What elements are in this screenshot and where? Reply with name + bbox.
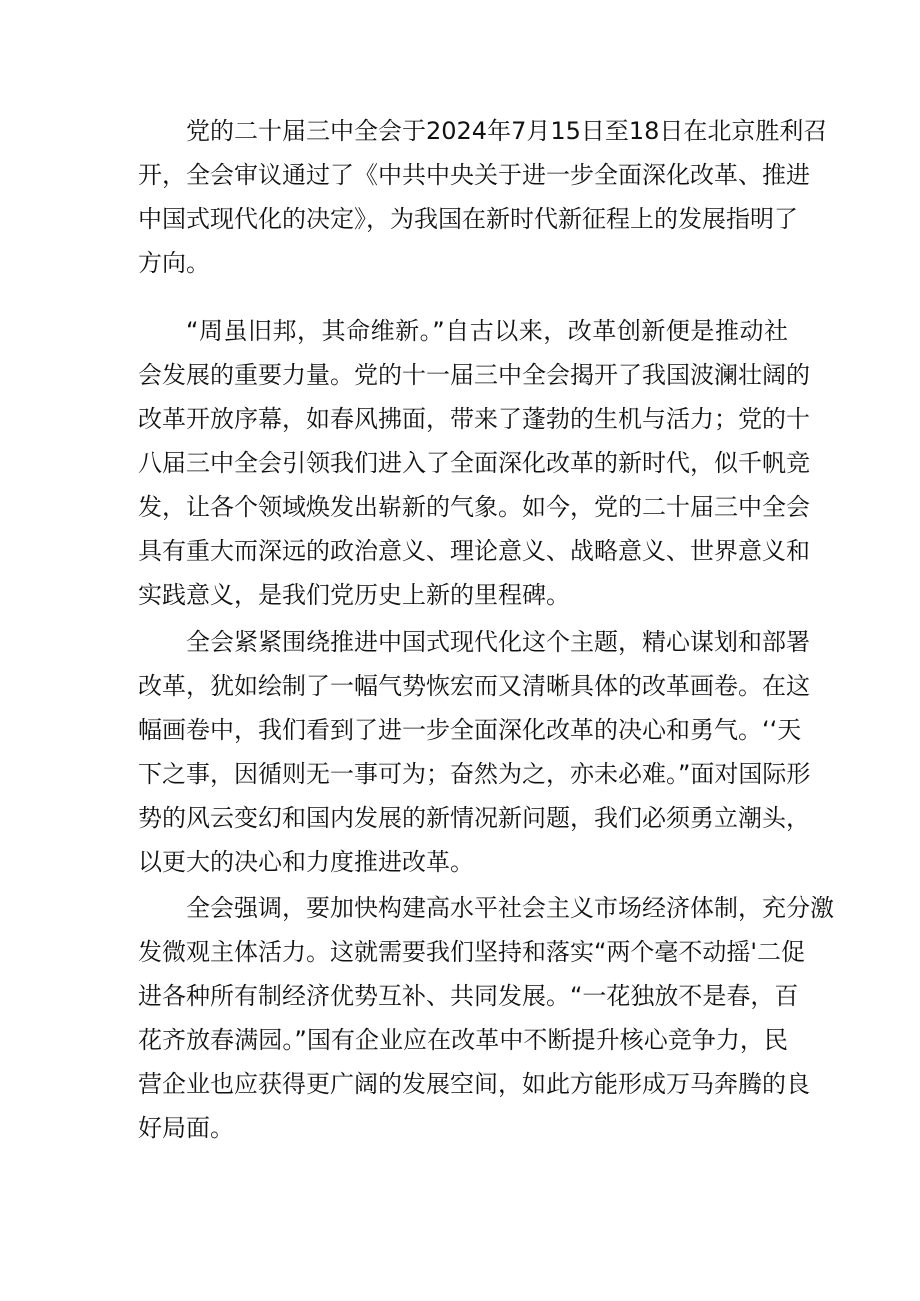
paragraph-line: 党的二十届三中全会于2024年7月15日至18日在北京胜利召 <box>186 117 828 145</box>
paragraph-line: 中国式现代化的决定》，为我国在新时代新征程上的发展指明了 <box>138 205 798 233</box>
paragraph-line: 营企业也应获得更广阔的发展空间，如此方能形成万马奔腾的良 <box>138 1070 810 1098</box>
paragraph-line: “周虽旧邦，其命维新。”自古以来，改革创新便是推动社 <box>186 317 788 345</box>
paragraph-line: 势的风云变幻和国内发展的新情况新问题，我们必须勇立潮头， <box>138 804 810 832</box>
paragraph-line: 全会强调，要加快构建高水平社会主义市场经济体制，充分激 <box>186 894 834 922</box>
paragraph-line: 以更大的决心和力度推进改革。 <box>138 848 474 876</box>
paragraph-line: 全会紧紧围绕推进中国式现代化这个主题，精心谋划和部署 <box>186 628 810 656</box>
paragraph-line: 方向。 <box>138 249 210 277</box>
paragraph-line: 开，全会审议通过了《中共中央关于进一步全面深化改革、推进 <box>138 161 810 189</box>
paragraph-line: 幅画卷中，我们看到了进一步全面深化改革的决心和勇气。‘‘天 <box>138 716 802 744</box>
paragraph-line: 具有重大而深远的政治意义、理论意义、战略意义、世界意义和 <box>138 537 810 565</box>
paragraph-1 <box>138 109 828 285</box>
paragraph-line: 进各种所有制经济优势互补、共同发展。“一花独放不是春，百 <box>138 982 799 1010</box>
paragraph-line: 改革，犹如绘制了一幅气势恢宏而又清晰具体的改革画卷。在这 <box>138 672 810 700</box>
paragraph-line: 会发展的重要力量。党的十一届三中全会揭开了我国波澜壮阔的 <box>138 361 810 389</box>
paragraph-line: 花齐放春满园。”国有企业应在改革中不断提升核心竞争力，民 <box>138 1026 788 1054</box>
paragraph-line: 八届三中全会引领我们进入了全面深化改革的新时代，似千帆竞 <box>138 449 810 477</box>
paragraph-line: 改革开放序幕，如春风拂面，带来了蓬勃的生机与活力；党的十 <box>138 405 810 433</box>
paragraph-line: 发微观主体活力。这就需要我们坚持和落实“两个毫不动摇'二促 <box>138 938 806 966</box>
paragraph-line: 好局面。 <box>138 1114 234 1142</box>
paragraph-line: 下之事，因循则无一事可为；奋然为之，亦未必难。”面对国际形 <box>138 760 811 788</box>
paragraph-2 <box>138 309 810 617</box>
paragraph-4 <box>138 886 834 1150</box>
paragraph-line: 发，让各个领域焕发出崭新的气象。如今，党的二十届三中全会 <box>138 493 810 521</box>
paragraph-3 <box>138 620 811 884</box>
paragraph-line: 实践意义，是我们党历史上新的里程碑。 <box>138 581 570 609</box>
